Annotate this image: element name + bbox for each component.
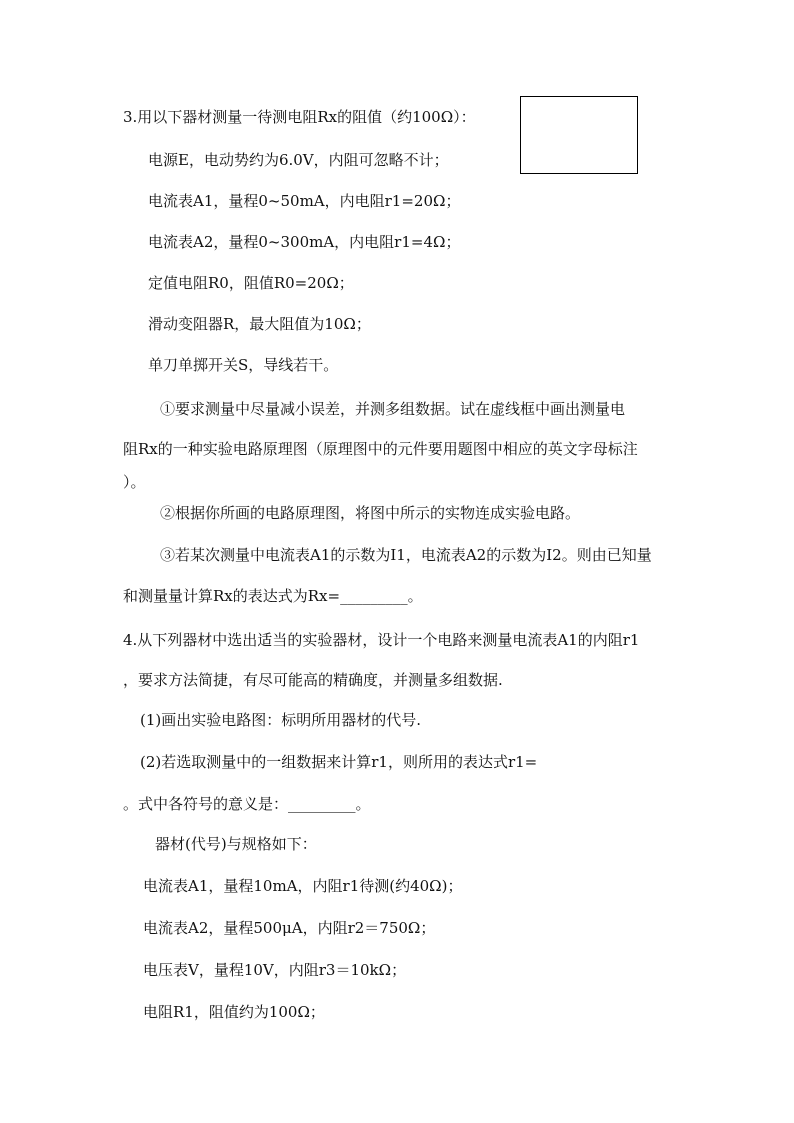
q3-req1-line2: 阻Rx的一种实验电路原理图（原理图中的元件要用题图中相应的英文字母标注 <box>123 440 638 458</box>
q4-sub2-line2: 。式中各符号的意义是：_________。 <box>123 795 371 813</box>
q4-spec-a1: 电流表A1，量程10mA，内阻r1待测(约40Ω)； <box>143 877 463 895</box>
answer-box <box>520 96 638 174</box>
q3-req1-line3: ）。 <box>123 473 146 491</box>
q3-title: 3.用以下器材测量一待测电阻Rx的阻值（约100Ω）： <box>123 108 476 126</box>
q3-item-ammeter-a2: 电流表A2，量程0~300mA，内电阻r1=4Ω； <box>148 233 461 251</box>
q4-spec-header: 器材(代号)与规格如下： <box>155 835 317 853</box>
q3-item-rheostat: 滑动变阻器R，最大阻值为10Ω； <box>148 315 371 333</box>
q3-req3-line2: 和测量量计算Rx的表达式为Rx=_________。 <box>123 587 423 605</box>
q4-sub1: (1)画出实验电路图：标明所用器材的代号. <box>140 711 422 729</box>
q3-req3-line1: ③若某次测量中电流表A1的示数为I1，电流表A2的示数为I2。则由已知量 <box>160 546 652 564</box>
q4-sub2-line1: (2)若选取测量中的一组数据来计算r1，则所用的表达式r1= <box>140 753 538 771</box>
q4-title-line1: 4.从下列器材中选出适当的实验器材，设计一个电路来测量电流表A1的内阻r1 <box>123 631 640 649</box>
q4-title-line2: ，要求方法简捷，有尽可能高的精确度，并测量多组数据. <box>123 671 503 689</box>
q3-item-resistor-r0: 定值电阻R0，阻值R0=20Ω； <box>148 274 354 292</box>
q3-item-ammeter-a1: 电流表A1，量程0~50mA，内电阻r1=20Ω； <box>148 192 461 210</box>
q3-req2: ②根据你所画的电路原理图，将图中所示的实物连成实验电路。 <box>160 504 581 522</box>
q3-item-power: 电源E，电动势约为6.0V，内阻可忽略不计； <box>148 151 449 169</box>
q4-spec-r1: 电阻R1，阻值约为100Ω； <box>143 1003 325 1021</box>
q4-spec-a2: 电流表A2，量程500μA，内阻r2＝750Ω； <box>143 919 436 937</box>
q4-spec-voltmeter: 电压表V，量程10V，内阻r3＝10kΩ； <box>143 961 407 979</box>
q3-item-switch: 单刀单掷开关S，导线若干。 <box>148 356 339 374</box>
q3-req1-line1: ①要求测量中尽量减小误差，并测多组数据。试在虚线框中画出测量电 <box>160 400 626 418</box>
